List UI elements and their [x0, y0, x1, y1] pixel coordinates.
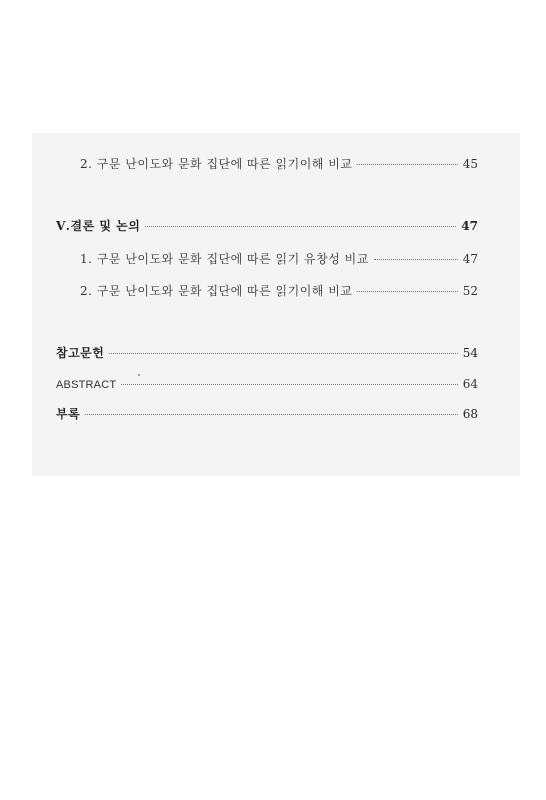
dot-leader [121, 384, 457, 385]
dot-leader [357, 164, 457, 165]
toc-entry-page: 68 [462, 407, 478, 421]
scan-speck [138, 374, 140, 376]
toc-entry-title: 1. 구문 난이도와 문화 집단에 따른 읽기 유창성 비교 [80, 252, 369, 266]
toc-entry-page: 47 [461, 219, 478, 233]
toc-entry-title: Ⅴ.결론 및 논의 [56, 219, 141, 233]
toc-entry-title: ABSTRACT [56, 379, 117, 391]
toc-entry-page: 45 [462, 157, 478, 171]
toc-entry-title: 부록 [56, 407, 81, 421]
dot-leader [145, 226, 456, 227]
toc-references-entry [56, 345, 478, 361]
toc-entry [80, 156, 478, 172]
dot-leader [357, 291, 457, 292]
toc-abstract-entry [56, 376, 478, 393]
dot-leader [109, 353, 457, 354]
scanned-page-band [32, 133, 520, 476]
toc-chapter-entry [56, 218, 478, 234]
toc-appendix-entry [56, 406, 478, 422]
toc-entry-title: 2. 구문 난이도와 문화 집단에 따른 읽기이해 비교 [80, 284, 353, 298]
dot-leader [85, 414, 458, 415]
toc-entry-page: 54 [462, 346, 478, 360]
toc-entry-title: 참고문헌 [56, 346, 105, 360]
toc-entry-page: 52 [462, 284, 478, 298]
toc-entry-page: 64 [462, 377, 478, 391]
toc-entry-page: 47 [462, 252, 478, 266]
toc-entry [80, 283, 478, 299]
toc-entry-title: 2. 구문 난이도와 문화 집단에 따른 읽기이해 비교 [80, 157, 353, 171]
dot-leader [374, 259, 458, 260]
toc-entry [80, 251, 478, 267]
